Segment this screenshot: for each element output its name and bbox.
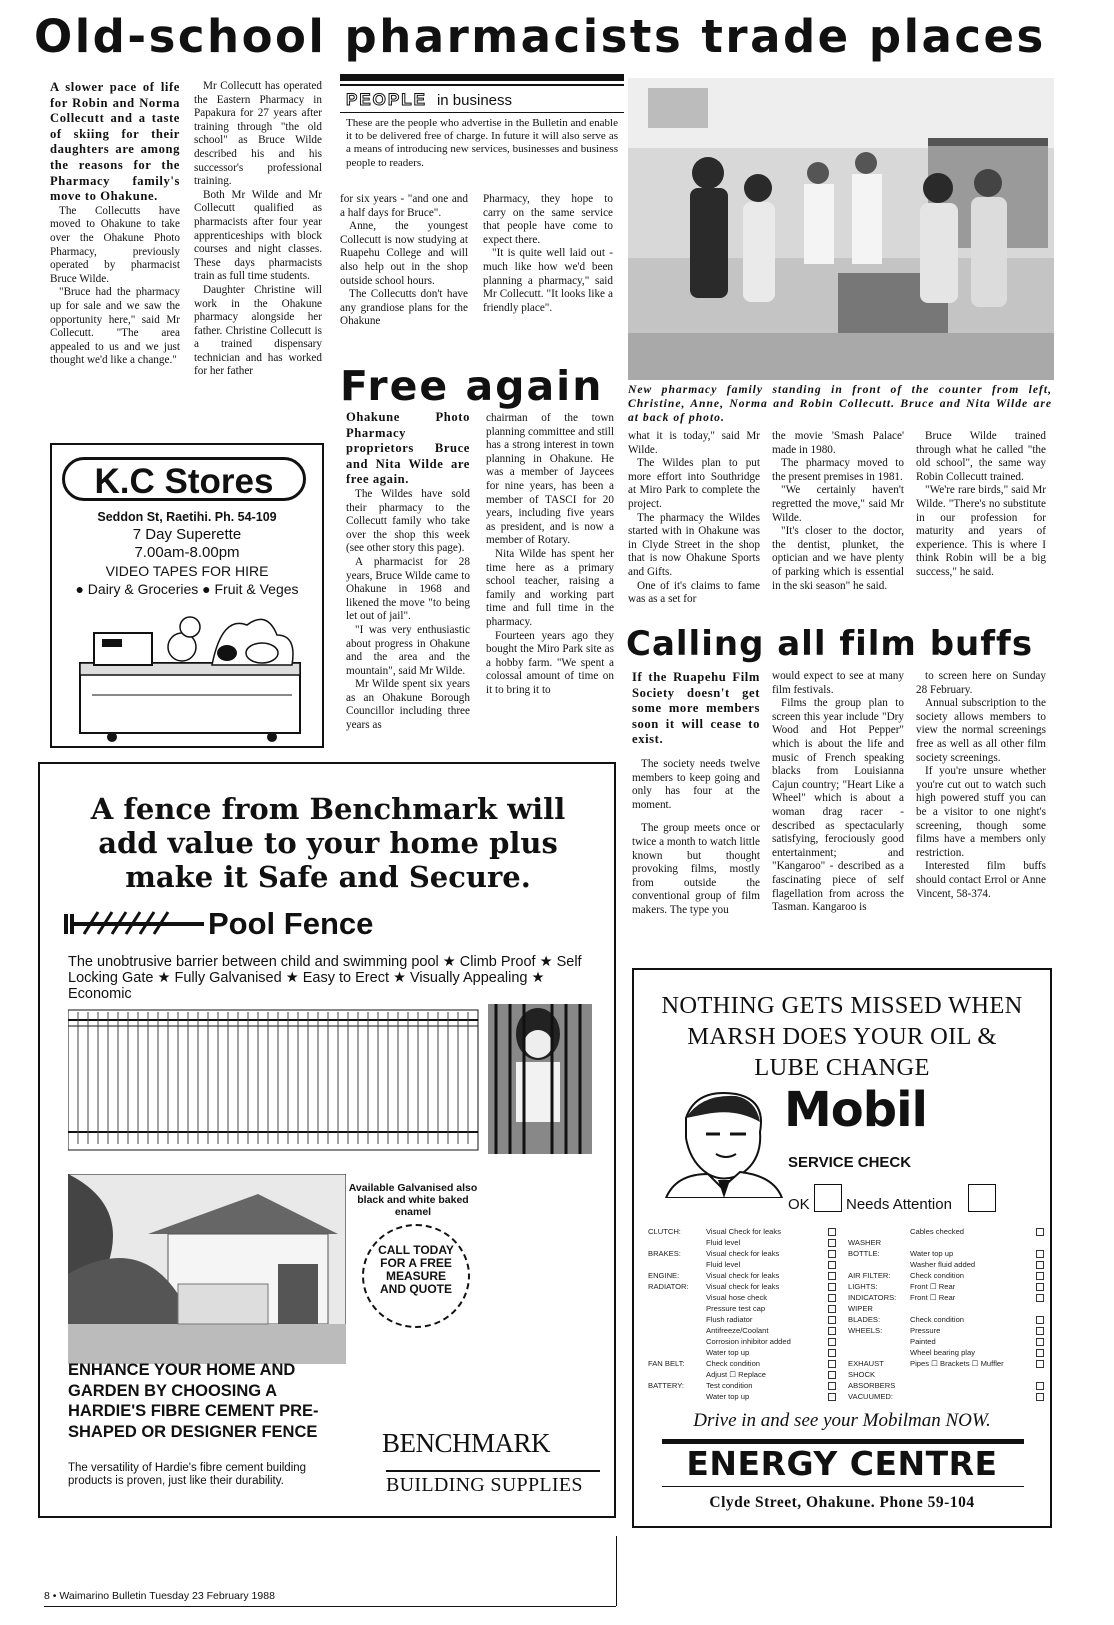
paragraph: Films the group plan to screen this year include "Dry Wood and Hot Pepper" which is about the life and music of French speaking blacks from Louisianna Cajun country; "Heart Like a Wheel" which is about a woman drag racer - described as spectacularly satisfying, ferociously good entertainment; and "Kangaroo" - described as a fascinating piece of self flagellation from across the Tasman. Kangaroo is: [772, 697, 904, 914]
benchmark-brand: BENCHMARK: [382, 1428, 551, 1458]
film-column-1: [632, 670, 760, 918]
benchmark-brand-sub: BUILDING SUPPLIES: [386, 1474, 583, 1496]
table-label: RADIATOR:: [648, 1282, 689, 1291]
table-label: VACUUMED:: [848, 1392, 894, 1401]
pharmacy-family-photo: [628, 78, 1054, 380]
benchmark-ad: [38, 762, 616, 1518]
available-colours: Available Galvanised also black and white baked enamel: [348, 1182, 478, 1218]
mobil-ad: [632, 968, 1052, 1528]
checkbox[interactable]: [828, 1283, 836, 1291]
people-intro: These are the people who advertise in the Bulletin and enable it to be delivered free of charge. In future it will also serve as a means of introducing new services, businesses and business people to readers.: [346, 117, 618, 169]
paragraph: The Wildes have sold their pharmacy to the Collecutt family who take over the shop this week (see other story this page).: [346, 487, 470, 555]
paragraph: for six years - "and one and a half days for Bruce".: [340, 193, 468, 219]
table-label: BATTERY:: [648, 1381, 685, 1390]
pool-fence-heading: [64, 906, 373, 946]
table-item: Pressure test cap: [706, 1304, 766, 1313]
table-item: Front ☐ Rear: [910, 1282, 956, 1291]
film-headline: Calling all film buffs: [626, 624, 1034, 664]
table-item: Wheel bearing play: [910, 1348, 976, 1357]
service-table: [648, 1226, 1044, 1411]
table-item: Test condition: [706, 1381, 753, 1390]
checkbox[interactable]: [828, 1294, 836, 1302]
paragraph: The Collecutts don't have any grandiose plans for the Ohakune: [340, 288, 468, 328]
paragraph: Daughter Christine will work in the Ohakune pharmacy alongside her father. Christine Collecutt is a trained dispensary technician and has worked for her father: [194, 283, 322, 378]
paragraph: The pharmacy the Wildes started with in Ohakune was in Clyde Street in the shop that is now Ohakune Sports and Gifts.: [628, 511, 760, 578]
checkbox[interactable]: [828, 1239, 836, 1247]
checkbox[interactable]: [1036, 1327, 1044, 1335]
checkbox[interactable]: [1036, 1382, 1044, 1390]
paragraph: Nita Wilde has spent her time here as a primary school teacher, raising a family and working part time and full time in the pharmacy.: [486, 547, 614, 628]
free-again-column-4: [772, 430, 904, 593]
story-column-2: [194, 80, 322, 379]
photo-illustration: [628, 78, 1054, 380]
versatility-text: The versatility of Hardie's fibre cement building products is proven, just like their durability.: [68, 1462, 307, 1487]
kc-stores-line-2: 7.00am-8.00pm: [134, 544, 240, 561]
brand-rule: [386, 1470, 600, 1472]
paragraph: Anne, the youngest Collecutt is now studying at Ruapehu College and will also help out in the shop outside school hours.: [340, 220, 468, 287]
kc-stores-ad: [50, 443, 324, 748]
table-label: AIR FILTER:: [848, 1271, 891, 1280]
table-label: WHEELS:: [848, 1326, 883, 1335]
checkbox[interactable]: [828, 1272, 836, 1280]
pool-fence-description: The unobtrusive barrier between child and swimming pool ★ Climb Proof ★ Self Locking Gate ★ Fully Galvanised ★ Easy to Erect ★ Visually Appealing ★ Economic: [68, 954, 582, 1002]
checkbox[interactable]: [828, 1371, 836, 1379]
checkbox[interactable]: [828, 1305, 836, 1313]
needs-attention-checkbox[interactable]: [968, 1184, 996, 1212]
table-item: Fluid level: [706, 1238, 741, 1247]
table-item: Visual check for leaks: [706, 1271, 780, 1280]
free-again-headline: Free again: [340, 362, 604, 410]
energy-bottom-rule: [662, 1486, 1024, 1487]
energy-centre-address: Clyde Street, Ohakune. Phone 59-104: [709, 1494, 975, 1511]
service-check-title: SERVICE CHECK: [788, 1154, 912, 1171]
paragraph: If you're unsure whether you're cut out to watch such high powered stuff you can be a visitor to one night's screening, though some films have a members only restriction.: [916, 765, 1046, 859]
table-item: Fluid level: [706, 1260, 741, 1269]
film-column-3: [916, 670, 1046, 901]
paragraph: what it is today," said Mr Wilde.: [628, 430, 760, 456]
checkbox[interactable]: [828, 1360, 836, 1368]
energy-centre-name: ENERGY CENTRE: [686, 1444, 998, 1483]
paragraph: "We certainly haven't regretted the move," said Mr Wilde.: [772, 484, 904, 524]
table-label: WASHER BOTTLE:: [848, 1238, 882, 1259]
free-again-column-2: [486, 412, 614, 697]
paragraph: The Wildes plan to put more effort into Southridge at Miro Park to complete the project.: [628, 457, 760, 510]
free-again-column-5: [916, 430, 1046, 580]
free-again-column-1: [346, 410, 470, 733]
checkbox[interactable]: [1036, 1261, 1044, 1269]
checkbox[interactable]: [828, 1338, 836, 1346]
table-item: Visual check for leaks: [706, 1282, 780, 1291]
mobil-brand: Mobil: [784, 1082, 928, 1138]
photo-caption: New pharmacy family standing in front of the counter from left, Christine, Anne, Norma and Robin Collecutt. Bruce and Nita Wilde are at back of photo.: [628, 383, 1052, 425]
table-item: Washer fluid added: [910, 1260, 976, 1269]
checkbox[interactable]: [1036, 1283, 1044, 1291]
table-item: Visual Check for leaks: [706, 1227, 781, 1236]
checkbox[interactable]: [1036, 1228, 1044, 1236]
checkbox[interactable]: [828, 1316, 836, 1324]
mobil-headline: NOTHING GETS MISSED WHEN MARSH DOES YOUR OIL & LUBE CHANGE: [661, 992, 1023, 1081]
table-label: ENGINE:: [648, 1271, 680, 1280]
table-item: Cables checked: [910, 1227, 965, 1236]
paragraph: chairman of the town planning committee and still has a strong interest in town planning in Ohakune. He was a member of Jaycees for nine years, has been a member of TASCI for 20 years, including five years as president, and is now a member of Rotary.: [486, 412, 614, 547]
story-column-3: [340, 193, 468, 329]
paragraph: Bruce Wilde trained through what he called "the old school", the same way Robin Collecutt trained.: [916, 430, 1046, 483]
checkbox[interactable]: [828, 1327, 836, 1335]
checkbox[interactable]: [828, 1382, 836, 1390]
paragraph: Fourteen years ago they bought the Miro Park site as a hobby farm. "We spent a colossal amount of time on it to bring it to: [486, 629, 614, 696]
people-top-rule-thin: [340, 84, 624, 86]
ok-label: OK: [788, 1196, 810, 1213]
table-item: Antifreeze/Coolant: [706, 1326, 769, 1335]
table-item: Water top up: [706, 1348, 750, 1357]
table-item: Flush radiator: [706, 1315, 753, 1324]
kc-stores-address: Seddon St, Raetihi. Ph. 54-109: [97, 510, 277, 524]
paragraph: "We're rare birds," said Mr Wilde. "There's no substitute in our profession for maturity and years of experience. This is where I think Robin will be a big success," he said.: [916, 484, 1046, 578]
people-top-rule: [340, 74, 624, 81]
table-label: CLUTCH:: [648, 1227, 681, 1236]
checkbox[interactable]: [828, 1349, 836, 1357]
footer-side-rule: [616, 1536, 617, 1606]
pool-fence-title: Pool Fence: [208, 906, 374, 941]
film-lead: If the Ruapehu Film Society doesn't get some more members soon it will cease to exist.: [632, 670, 760, 747]
paragraph: "Bruce had the pharmacy up for sale and we saw the opportunity here," said Mr Collecutt. "The area appealed to us and we just thought we'd like a change.": [50, 286, 180, 367]
paragraph: Mr Wilde spent six years as an Ohakune Borough Councillor including three years as: [346, 678, 470, 732]
fence-logo-icon: [64, 906, 204, 942]
checkbox[interactable]: [1036, 1349, 1044, 1357]
checkbox[interactable]: [1036, 1250, 1044, 1258]
table-item: Pipes ☐ Brackets ☐ Muffler: [910, 1359, 1004, 1368]
enhance-heading: ENHANCE YOUR HOME AND GARDEN BY CHOOSING A HARDIE'S FIBRE CEMENT PRE-SHAPED OR DESIGNER FENCE: [68, 1361, 319, 1441]
table-item: Painted: [910, 1337, 936, 1346]
paragraph: The pharmacy moved to the present premises in 1981.: [772, 457, 904, 483]
table-item: Visual check for leaks: [706, 1249, 780, 1258]
paragraph: to screen here on Sunday 28 February.: [916, 670, 1046, 696]
checkbox[interactable]: [828, 1250, 836, 1258]
film-column-2: [772, 670, 904, 915]
table-item: Pressure: [910, 1326, 941, 1335]
checkbox[interactable]: [1036, 1360, 1044, 1368]
checkbox[interactable]: [1036, 1393, 1044, 1401]
paragraph: Pharmacy, they hope to carry on the same service that people have come to expect there.: [483, 193, 613, 246]
checkbox[interactable]: [1036, 1272, 1044, 1280]
table-item: Check condition: [910, 1271, 965, 1280]
free-again-lead: Ohakune Photo Pharmacy proprietors Bruce and Nita Wilde are free again.: [346, 410, 470, 487]
checkbox[interactable]: [828, 1393, 836, 1401]
paragraph: The society needs twelve members to keep going and only has four at the moment.: [632, 757, 760, 811]
kc-stores-name: K.C Stores: [62, 457, 306, 501]
free-again-column-3: [628, 430, 760, 607]
main-headline: Old-school pharmacists trade places: [34, 10, 1046, 63]
paragraph: the movie 'Smash Palace' made in 1980.: [772, 430, 904, 456]
grocery-cart-illustration: [72, 605, 322, 743]
kc-stores-line-3: VIDEO TAPES FOR HIRE: [105, 563, 269, 579]
checkbox[interactable]: [1036, 1294, 1044, 1302]
paragraph: "It is quite well laid out - much like how we'd been planning a pharmacy," said Mr Collecutt. "It looks like a friendly place".: [483, 247, 613, 314]
call-today-badge: CALL TODAY FOR A FREE MEASURE AND QUOTE: [362, 1224, 470, 1328]
table-item: Water top up: [910, 1249, 954, 1258]
paragraph: Both Mr Wilde and Mr Collecutt qualified as pharmacists after four year apprenticeships with block courses and night classes. These days pharmacists train as full time students.: [194, 188, 322, 283]
mobil-drive-in: Drive in and see your Mobilman NOW.: [693, 1410, 991, 1431]
people-suffix: in business: [436, 92, 513, 109]
people-heading: [346, 90, 512, 110]
table-item: Corrosion inhibitor added: [706, 1337, 791, 1346]
paragraph: "I was very enthusiastic about progress in Ohakune and the area and the mountain", said Mr Wilde.: [346, 623, 470, 677]
table-label: EXHAUST SHOCK ABSORBERS: [848, 1359, 896, 1391]
people-title: PEOPLE: [346, 90, 427, 109]
table-label: FAN BELT:: [648, 1359, 685, 1368]
kc-stores-line-1: 7 Day Superette: [132, 526, 242, 543]
checkbox[interactable]: [828, 1228, 836, 1236]
paragraph: The Collecutts have moved to Ohakune to take over the Ohakune Photo Pharmacy, previously operated by pharmacist Bruce Wilde.: [50, 204, 180, 285]
checkbox[interactable]: [828, 1261, 836, 1269]
footer-rule: [44, 1606, 616, 1607]
paragraph: Mr Collecutt has operated the Eastern Pharmacy in Papakura for 27 years after training through "the old school" as Bruce Wilde described his and his successor's professional training.: [194, 80, 322, 188]
checkbox[interactable]: [1036, 1338, 1044, 1346]
kc-stores-line-4: ● Dairy & Groceries ● Fruit & Veges: [75, 581, 299, 597]
benchmark-headline: A fence from Benchmark will add value to your home plus make it Safe and Secure.: [90, 792, 566, 894]
paragraph: Interested film buffs should contact Errol or Anne Vincent, 58-374.: [916, 860, 1046, 900]
paragraph: A pharmacist for 28 years, Bruce Wilde came to Ohakune in 1968 and likened the move "to being let out of jail".: [346, 555, 470, 623]
paragraph: The group meets once or twice a month to watch little known but thought provoking films, mostly from outside the conventional group of film makers. The type you: [632, 822, 760, 916]
intro-lead: A slower pace of life for Robin and Norma Collecutt and a taste of skiing for their daughters are among the reasons for the Pharmacy family's move to Ohakune.: [50, 80, 180, 204]
table-item: Check condition: [910, 1315, 965, 1324]
story-column-1: [50, 80, 180, 368]
people-rule: [340, 112, 624, 113]
table-label: INDICATORS:: [848, 1293, 897, 1302]
story-column-4: [483, 193, 613, 315]
mobilman-portrait: [656, 1088, 786, 1198]
house-garden-photo: [68, 1174, 346, 1364]
table-item: Check condition: [706, 1359, 761, 1368]
table-item: Adjust ☐ Replace: [706, 1370, 766, 1379]
paragraph: Annual subscription to the society allows members to view the normal screenings free as well as all other film society screenings.: [916, 697, 1046, 764]
paragraph: One of it's claims to fame was as a set for: [628, 579, 760, 606]
table-label: WIPER BLADES:: [848, 1304, 881, 1325]
table-label: BRAKES:: [648, 1249, 681, 1258]
table-item: Water top up: [706, 1392, 750, 1401]
ok-checkbox[interactable]: [814, 1184, 842, 1212]
paragraph: "It's closer to the doctor, the dentist, plunket, the optician and we have plenty of parking which is essential in the ski season" he said.: [772, 525, 904, 592]
table-item: Front ☐ Rear: [910, 1293, 956, 1302]
checkbox[interactable]: [1036, 1316, 1044, 1324]
pool-fence-illustration: [68, 1004, 592, 1154]
needs-attention-label: Needs Attention: [846, 1196, 952, 1213]
table-label: LIGHTS:: [848, 1282, 878, 1291]
page-footer: 8 • Waimarino Bulletin Tuesday 23 February 1988: [44, 1590, 275, 1602]
paragraph: would expect to see at many film festivals.: [772, 670, 904, 696]
table-item: Visual hose check: [706, 1293, 768, 1302]
